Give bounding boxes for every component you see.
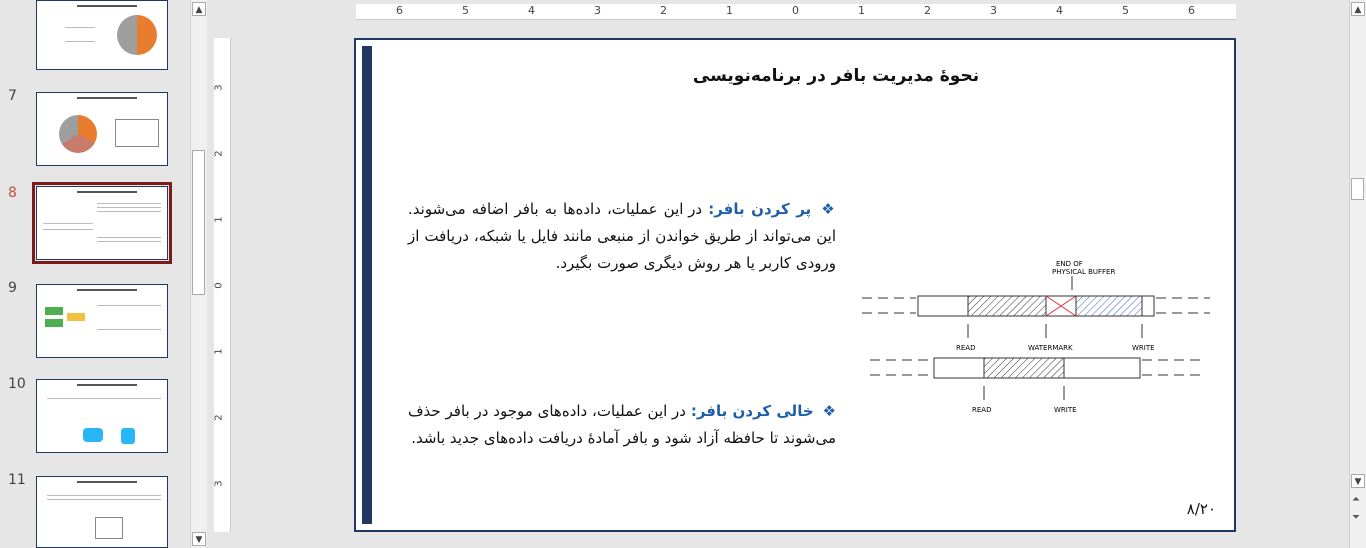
- thumb-cylinder: [121, 428, 135, 444]
- scroll-thumb[interactable]: [192, 150, 205, 295]
- paragraph-empty-buffer[interactable]: [408, 398, 836, 452]
- slide-thumbnail-panel: [0, 0, 190, 548]
- slide-thumbnail-11[interactable]: [36, 476, 168, 548]
- next-slide-icon[interactable]: ⏷: [1352, 512, 1360, 523]
- slide-accent-bar: [362, 46, 372, 524]
- scroll-down-button[interactable]: ▼: [192, 532, 206, 546]
- scroll-down-button[interactable]: ▼: [1351, 474, 1365, 488]
- thumbnail-number: 9: [8, 280, 17, 296]
- ruler-label: 5: [462, 4, 469, 17]
- paragraph-fill-buffer[interactable]: [408, 196, 836, 277]
- buffer-write-region: [1076, 296, 1142, 316]
- thumb-box: [95, 517, 123, 539]
- thumb-shape: [45, 319, 63, 327]
- ruler-label: 2: [660, 4, 667, 17]
- thumb-title: [77, 481, 137, 483]
- ruler-label: 6: [396, 4, 403, 17]
- ruler-label: 6: [1188, 4, 1195, 17]
- thumb-title: [77, 384, 137, 386]
- end-of-buffer-label: PHYSICAL BUFFER: [1052, 268, 1116, 276]
- paragraph-text: در این عملیات، داده‌های موجود در بافر حذف می‌شوند تا حافظه آزاد شود و بافر آمادهٔ دریافت داده‌های جدید باشد.: [408, 402, 836, 447]
- thumbnail-scrollbar[interactable]: [190, 0, 207, 548]
- watermark-label: WATERMARK: [1028, 344, 1073, 352]
- paragraph-text: در این عملیات، داده‌ها به بافر اضافه می‌شوند. این می‌تواند از طریق خواندن از منبعی مانند فایل یا شبکه، دریافت از ورودی کاربر یا هر روش دیگری صورت بگیرد.: [408, 200, 836, 272]
- ruler-label: 1: [213, 348, 225, 355]
- horizontal-ruler: [356, 4, 1236, 20]
- ruler-label: 1: [726, 4, 733, 17]
- thumbnail-number: 8: [8, 185, 17, 201]
- ruler-label: 4: [528, 4, 535, 17]
- editor-vertical-scrollbar[interactable]: [1349, 0, 1366, 548]
- ruler-label: 0: [792, 4, 799, 17]
- end-of-buffer-label: END OF: [1056, 260, 1083, 268]
- previous-slide-icon[interactable]: ⏶: [1352, 494, 1360, 505]
- ruler-label: 4: [1056, 4, 1063, 17]
- ruler-label: 3: [594, 4, 601, 17]
- scroll-thumb[interactable]: [1351, 178, 1364, 200]
- paragraph-heading: پر کردن بافر:: [708, 200, 812, 218]
- read-label-2: READ: [972, 406, 992, 414]
- thumb-shape: [45, 307, 63, 315]
- scroll-up-button[interactable]: ▲: [192, 2, 206, 16]
- slide-thumbnail-10[interactable]: [36, 379, 168, 453]
- slide-thumbnail-7[interactable]: [36, 92, 168, 166]
- thumb-title: [77, 5, 137, 7]
- ruler-label: 5: [1122, 4, 1129, 17]
- thumb-box: [115, 119, 159, 147]
- ruler-label: 1: [213, 216, 225, 223]
- slide-page-number: ۸/۲۰: [1186, 500, 1216, 518]
- thumb-title: [77, 97, 137, 99]
- paragraph-heading: خالی کردن بافر:: [690, 402, 814, 420]
- buffer-filled-region-2: [984, 358, 1064, 378]
- slide-title[interactable]: نحوهٔ مدیریت بافر در برنامه‌نویسی: [692, 66, 980, 86]
- thumb-pie: [59, 115, 97, 153]
- buffer-diagram[interactable]: [856, 254, 1216, 424]
- thumbnail-number: 7: [8, 88, 17, 104]
- ruler-label: 2: [924, 4, 931, 17]
- bullet-icon: ❖: [821, 200, 837, 218]
- thumbnail-number: 11: [8, 472, 26, 488]
- thumb-pie: [117, 15, 157, 55]
- ruler-label: 2: [213, 414, 225, 421]
- scroll-up-button[interactable]: ▲: [1351, 2, 1365, 16]
- ruler-label: 3: [213, 84, 225, 91]
- ruler-label: 2: [213, 150, 225, 157]
- bullet-icon: ❖: [822, 402, 836, 420]
- thumbnail-number: 10: [8, 376, 26, 392]
- slide-canvas[interactable]: [354, 38, 1236, 532]
- thumb-title: [77, 289, 137, 291]
- buffer-filled-region: [968, 296, 1046, 316]
- slide-thumbnail-8-active[interactable]: [36, 186, 168, 260]
- vertical-ruler: [214, 38, 231, 532]
- thumb-shape: [67, 313, 85, 321]
- write-label: WRITE: [1132, 344, 1155, 352]
- slide-thumbnail-6[interactable]: [36, 0, 168, 70]
- editor-horizontal-scrollbar[interactable]: [206, 538, 1349, 548]
- ruler-label: 0: [213, 282, 225, 289]
- slide-thumbnail-9[interactable]: [36, 284, 168, 358]
- thumb-title: [77, 191, 137, 193]
- ruler-label: 1: [858, 4, 865, 17]
- read-label: READ: [956, 344, 976, 352]
- ruler-label: 3: [990, 4, 997, 17]
- ruler-label: 3: [213, 480, 225, 487]
- thumb-cylinder: [83, 428, 103, 442]
- write-label-2: WRITE: [1054, 406, 1077, 414]
